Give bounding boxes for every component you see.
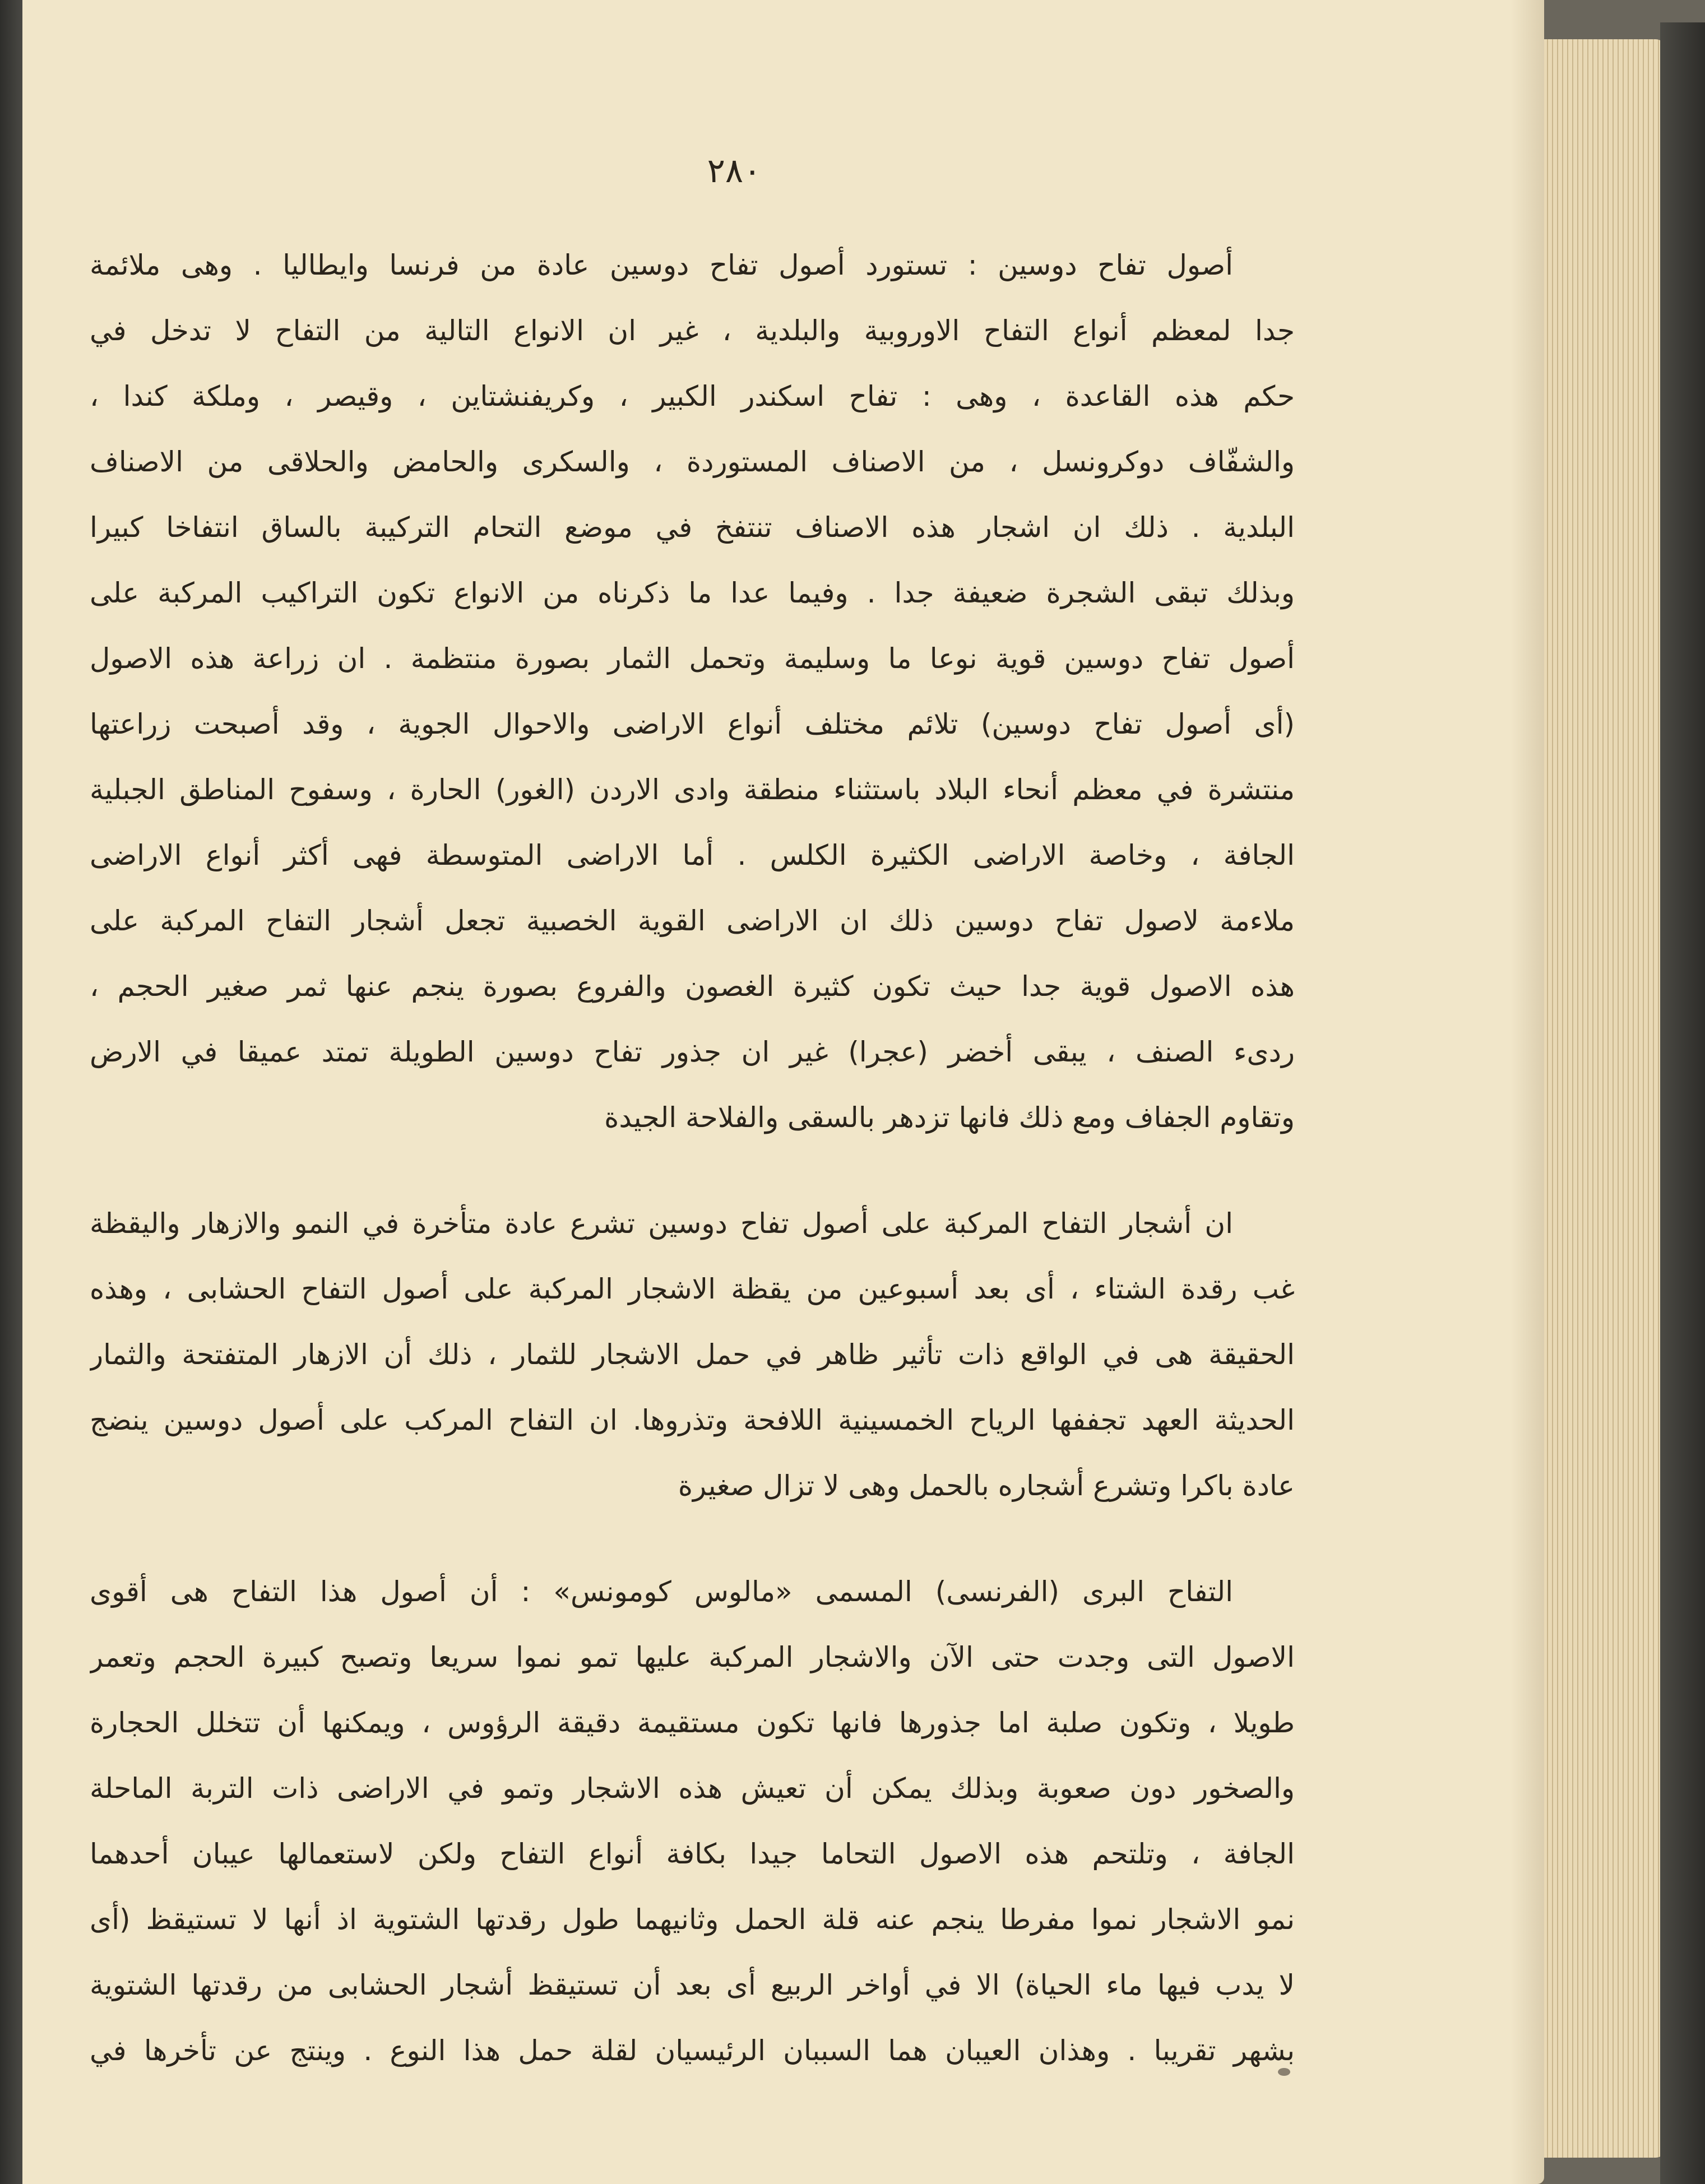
text-line: وتقاوم الجفاف ومع ذلك فانها تزدهر بالسقى والفلاحة الجيدة (604, 1101, 1295, 1134)
page-body (90, 233, 1295, 2084)
text-line: وبذلك تبقى الشجرة ضعيفة جدا . وفيما عدا ما ذكرناه من الانواع تكون التراكيب المركبة على (90, 577, 1295, 609)
text-line: عادة باكرا وتشرع أشجاره بالحمل وهى لا تزال صغيرة (678, 1469, 1295, 1502)
text-line: جدا لمعظم أنواع التفاح الاوروبية والبلدية ، غير ان الانواع التالية من التفاح لا تدخل في (90, 314, 1295, 347)
text-line: والصخور دون صعوبة وبذلك يمكن أن تعيش هذه الاشجار وتمو في الاراضى ذات التربة الماحلة (90, 1772, 1295, 1805)
text-line: (أى أصول تفاح دوسين) تلائم مختلف أنواع الاراضى والاحوال الجوية ، وقد أصبحت زراعتها (90, 708, 1295, 740)
paragraph (90, 1191, 1295, 1519)
text-line: نمو الاشجار نموا مفرطا ينجم عنه قلة الحمل وثانيهما طول رقدتها الشتوية اذ أنها لا تستيقظ (أى (90, 1903, 1295, 1936)
paper-speck (1278, 2068, 1290, 2076)
paragraph-gap (90, 1151, 1295, 1191)
paragraph (90, 1559, 1295, 2084)
text-line: الجافة ، وتلتحم هذه الاصول التحاما جيدا بكافة أنواع التفاح ولكن لاستعمالها عيبان أحدهما (90, 1838, 1295, 1870)
text-line: طويلا ، وتكون صلبة اما جذورها فانها تكون مستقيمة دقيقة الرؤوس ، ويمكنها أن تتخلل الحجارة (90, 1707, 1295, 1739)
text-line: ردىء الصنف ، يبقى أخضر (عجرا) غير ان جذور تفاح دوسين الطويلة تمتد عميقا في الارض (90, 1036, 1295, 1068)
text-line: أصول تفاح دوسين : تستورد أصول تفاح دوسين عادة من فرنسا وايطاليا . وهى ملائمة (90, 249, 1233, 281)
book-page (22, 0, 1544, 2184)
text-line: غب رقدة الشتاء ، أى بعد أسبوعين من يقظة الاشجار المركبة على أصول التفاح الحشابى ، وهذه (90, 1273, 1295, 1305)
text-line: منتشرة في معظم أنحاء البلاد باستثناء منطقة وادى الاردن (الغور) الحارة ، وسفوح المناطق الجبلية (90, 773, 1295, 806)
text-line: هذه الاصول قوية جدا حيث تكون كثيرة الغصون والفروع بصورة ينجم عنها ثمر صغير الحجم ، (90, 970, 1295, 1003)
text-line: ان أشجار التفاح المركبة على أصول تفاح دوسين تشرع عادة متأخرة في النمو والازهار واليقظة (90, 1207, 1233, 1240)
text-line: الجافة ، وخاصة الاراضى الكثيرة الكلس . أما الاراضى المتوسطة فهى أكثر أنواع الاراضى (90, 839, 1295, 871)
text-line: الاصول التى وجدت حتى الآن والاشجار المركبة عليها تمو نموا سريعا وتصبح كبيرة الحجم وتعمر (90, 1641, 1295, 1673)
text-line: والشفّاف دوكرونسل ، من الاصناف المستوردة ، والسكرى والحامض والحلاقى من الاصناف (90, 446, 1295, 478)
book-cover-right (1660, 22, 1705, 2184)
text-line: الحديثة العهد تجففها الرياح الخمسينية اللافحة وتذروها. ان التفاح المركب على أصول دوسين ينضج (90, 1404, 1295, 1436)
page-edges (1523, 39, 1666, 2158)
text-line: الحقيقة هى في الواقع ذات تأثير ظاهر في حمل الاشجار للثمار ، ذلك أن الازهار المتفتحة والثمار (90, 1338, 1295, 1371)
book-cover-left (0, 0, 22, 2184)
text-line: ملاءمة لاصول تفاح دوسين ذلك ان الاراضى القوية الخصبية تجعل أشجار التفاح المركبة على (90, 905, 1295, 937)
paragraph (90, 233, 1295, 1151)
text-line: حكم هذه القاعدة ، وهى : تفاح اسكندر الكبير ، وكريفنشتاين ، وقيصر ، وملكة كندا ، (90, 380, 1295, 412)
text-line: البلدية . ذلك ان اشجار هذه الاصناف تنتفخ في موضع التحام التركيبة بالساق انتفاخا كبيرا (90, 511, 1295, 544)
text-line: التفاح البرى (الفرنسى) المسمى «مالوس كومونس» : أن أصول هذا التفاح هى أقوى (90, 1575, 1233, 1608)
text-line: لا يدب فيها ماء الحياة) الا في أواخر الربيع أى بعد أن تستيقظ أشجار الحشابى من رقدتها الشتوية (90, 1969, 1295, 2001)
paragraph-gap (90, 1519, 1295, 1559)
text-line: أصول تفاح دوسين قوية نوعا ما وسليمة وتحمل الثمار بصورة منتظمة . ان زراعة هذه الاصول (90, 642, 1295, 675)
text-line: بشهر تقريبا . وهذان العيبان هما السببان الرئيسيان لقلة حمل هذا النوع . وينتج عن تأخرها في (90, 2034, 1295, 2067)
page-number: ٢٨٠ (707, 151, 762, 191)
